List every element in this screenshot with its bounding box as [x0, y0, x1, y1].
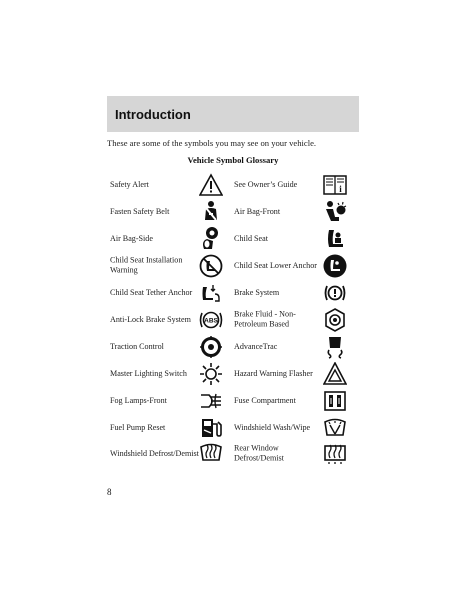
- symbol-label: Hazard Warning Flasher: [234, 368, 313, 378]
- air-bag-side-icon: [199, 227, 223, 251]
- glossary-row: [107, 414, 359, 441]
- glossary-row: [107, 252, 359, 279]
- brake-fluid-icon: [323, 308, 347, 332]
- symbol-label: Brake Fluid - Non-Petroleum Based: [234, 309, 296, 329]
- page-number: 8: [107, 487, 112, 497]
- symbol-label: Child Seat Lower Anchor: [234, 260, 317, 270]
- glossary-row: [107, 360, 359, 387]
- child-seat-icon: [323, 227, 347, 251]
- symbol-label: Air Bag-Side: [110, 233, 153, 243]
- glossary-row: [107, 198, 359, 225]
- svg-text:i: i: [339, 183, 342, 194]
- warning-triangle-icon: [199, 173, 223, 197]
- master-lighting-switch-icon: [199, 362, 223, 386]
- windshield-defrost-icon: [199, 442, 223, 466]
- glossary-row: [107, 333, 359, 360]
- air-bag-front-icon: [323, 200, 347, 224]
- glossary-row: [107, 225, 359, 252]
- glossary-row: [107, 387, 359, 414]
- symbol-label: Air Bag-Front: [234, 206, 281, 216]
- symbol-label: Fuel Pump Reset: [110, 422, 166, 432]
- glossary-row: [107, 306, 359, 333]
- brake-system-icon: [323, 281, 347, 305]
- child-seat-warning-icon: [199, 254, 223, 278]
- seat-belt-icon: [199, 200, 223, 224]
- traction-control-icon: [199, 335, 223, 359]
- symbol-label: Windshield Defrost/Demist: [110, 448, 199, 458]
- hazard-flasher-icon: [323, 362, 347, 386]
- symbol-label: Master Lighting Switch: [110, 368, 187, 378]
- symbol-label: Safety Alert: [110, 179, 149, 189]
- symbol-label: Windshield Wash/Wipe: [234, 422, 311, 432]
- glossary-row: [107, 440, 359, 467]
- symbol-label: Fasten Safety Belt: [110, 206, 170, 216]
- glossary-row: [107, 171, 359, 198]
- child-seat-tether-anchor-icon: [199, 281, 223, 305]
- symbol-label: Traction Control: [110, 341, 164, 351]
- symbol-label: Rear Window Defrost/Demist: [234, 443, 284, 463]
- owners-guide-book-icon: [323, 173, 347, 197]
- symbol-label: Brake System: [234, 287, 280, 297]
- section-title: Introduction: [115, 107, 191, 122]
- fog-lamps-icon: [199, 389, 223, 413]
- intro-text: These are some of the symbols you may see on your vehicle.: [107, 138, 317, 148]
- glossary-title: Vehicle Symbol Glossary: [187, 155, 279, 165]
- glossary-row: [107, 279, 359, 306]
- symbol-label: Child Seat: [234, 233, 268, 243]
- fuel-pump-reset-icon: [199, 416, 223, 440]
- fuse-compartment-icon: [323, 389, 347, 413]
- symbol-label: AdvanceTrac: [234, 341, 278, 351]
- symbol-label: Anti-Lock Brake System: [110, 314, 191, 324]
- child-seat-lower-anchor-icon: [323, 254, 347, 278]
- windshield-wash-wipe-icon: [323, 416, 347, 440]
- symbol-label: See Owner’s Guide: [234, 179, 298, 189]
- advancetrac-icon: [323, 335, 347, 359]
- abs-icon: [199, 308, 223, 332]
- symbol-label: Child Seat Tether Anchor: [110, 287, 193, 297]
- svg-text:ABS: ABS: [204, 317, 218, 324]
- rear-window-defrost-icon: [323, 442, 347, 466]
- section-header: [107, 96, 359, 132]
- symbol-label: Child Seat Installation Warning: [110, 255, 183, 275]
- symbol-label: Fuse Compartment: [234, 395, 296, 405]
- symbol-label: Fog Lamps-Front: [110, 395, 167, 405]
